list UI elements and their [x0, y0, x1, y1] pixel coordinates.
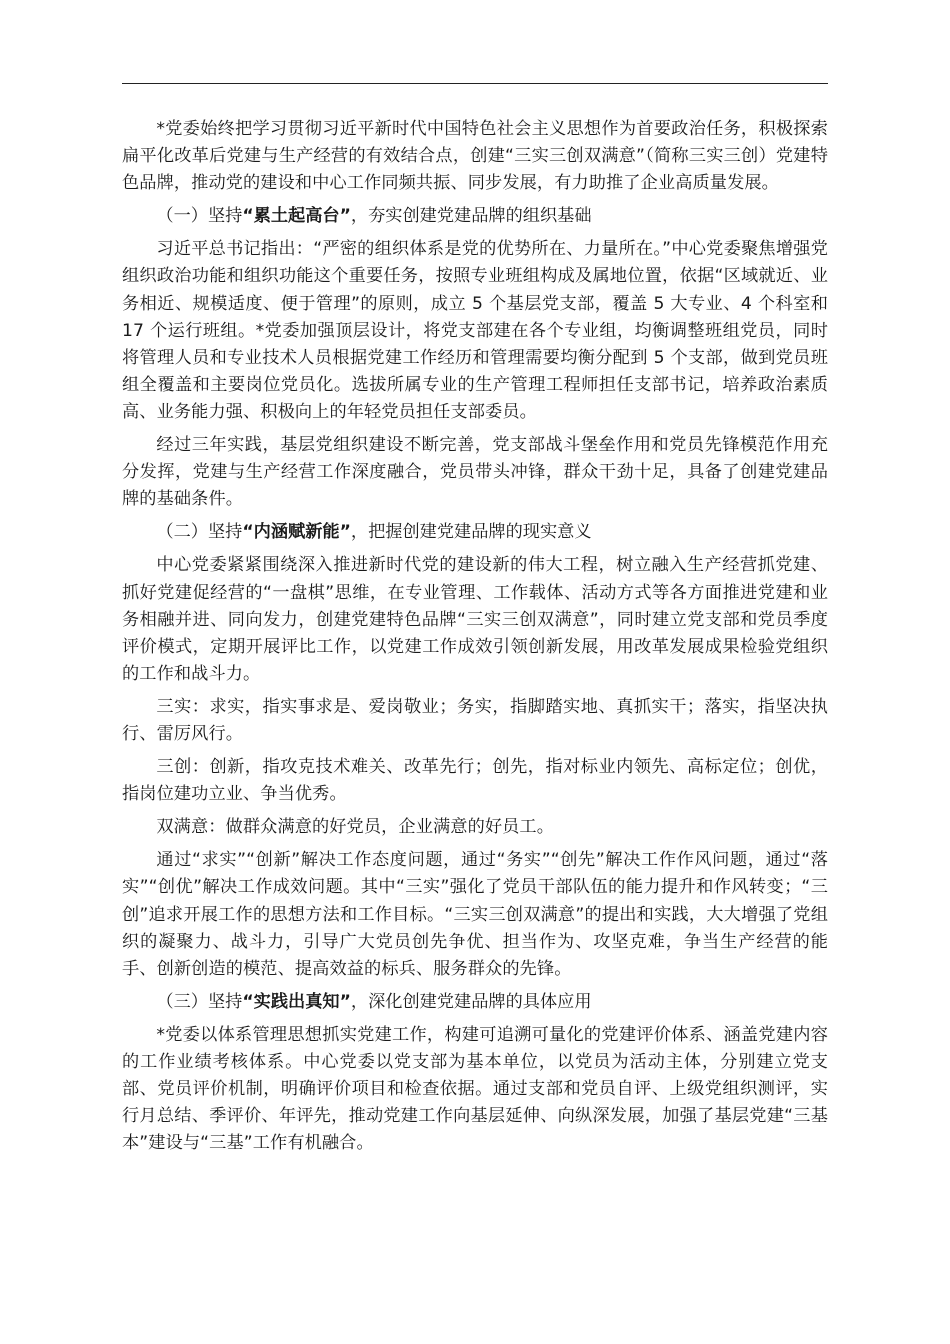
- section-heading-2: [122, 519, 828, 546]
- heading-2-prefix: （二）坚持: [156, 522, 243, 543]
- heading-3-suffix: ，深化创建党建品牌的具体应用: [350, 991, 592, 1012]
- header-rule: [122, 83, 828, 84]
- paragraph-double-satisfaction: 双满意：做群众满意的好党员，企业满意的好员工。: [156, 817, 555, 838]
- section-heading-3: [122, 989, 828, 1016]
- paragraph-solutions: 通过“求实”“创新”解决工作态度问题，通过“务实”“创先”解决工作作风问题，通过“落实”“创优”解决工作成效问题。其中“三实”强化了党员干部队伍的能力提升和作风转变；“三创”追求开展工作的思想方法和工作目标。“三实三创双满意”的提出和实践，大大增强了党组织的凝聚力、战斗力，引导广大党员创先争优、担当作为、攻坚克难，争当生产经营的能手、创新创造的模范、提高效益的标兵、服务群众的先锋。: [122, 850, 828, 979]
- heading-1-emphasis: “累土起高台”: [242, 206, 351, 227]
- paragraph-three-shi: 三实：求实，指实事求是、爱岗敬业；务实，指脚踏实地、真抓实干；落实，指坚决执行、雷厉风行。: [122, 696, 828, 744]
- heading-3-emphasis: “实践出真知”: [242, 991, 351, 1012]
- paragraph-intro: *党委始终把学习贯彻习近平新时代中国特色社会主义思想作为首要政治任务，积极探索扁平化改革后党建与生产经营的有效结合点，创建“三实三创双满意”（简称三实三创）党建特色品牌，推动党的建设和中心工作同频共振、同步发展，有力助推了企业高质量发展。: [122, 119, 828, 194]
- paragraph-practice: 经过三年实践，基层党组织建设不断完善，党支部战斗堡垒作用和党员先锋模范作用充分发挥，党建与生产经营工作深度融合，党员带头冲锋，群众干劲十足，具备了创建党建品牌的基础条件。: [122, 435, 828, 510]
- paragraph-three-chuang: 三创：创新，指攻克技术难关、改革先行；创先，指对标业内领先、高标定位；创优，指岗位建功立业、争当优秀。: [122, 757, 828, 805]
- paragraph-significance: 中心党委紧紧围绕深入推进新时代党的建设新的伟大工程，树立融入生产经营抓党建、抓好党建促经营的“一盘棋”思维，在专业管理、工作载体、活动方式等各方面推进党建和业务相融并进、同向发力，创建党建特色品牌“三实三创双满意”，同时建立党支部和党员季度评价模式，定期开展评比工作，以党建工作成效引领创新发展，用改革发展成果检验党组织的工作和战斗力。: [122, 555, 828, 684]
- heading-1-prefix: （一）坚持: [156, 206, 243, 227]
- heading-1-suffix: ，夯实创建党建品牌的组织基础: [350, 206, 592, 227]
- paragraph-application: *党委以体系管理思想抓实党建工作，构建可追溯可量化的党建评价体系、涵盖党建内容的工作业绩考核体系。中心党委以党支部为基本单位，以党员为活动主体，分别建立党支部、党员评价机制，明确评价项目和检查依据。通过支部和党员自评、上级党组织测评，实行月总结、季评价、年评先，推动党建工作向基层延伸、向纵深发展，加强了基层党建“三基本”建设与“三基”工作有机融合。: [122, 1024, 828, 1154]
- heading-2-suffix: ，把握创建党建品牌的现实意义: [350, 522, 592, 543]
- section-heading-1: [122, 203, 828, 230]
- heading-2-emphasis: “内涵赋新能”: [242, 522, 351, 543]
- heading-3-prefix: （三）坚持: [156, 991, 243, 1012]
- paragraph-organization: 习近平总书记指出：“严密的组织体系是党的优势所在、力量所在。”中心党委聚焦增强党组织政治功能和组织功能这个重要任务，按照专业班组构成及属地位置，依据“区域就近、业务相近、规模适度、便于管理”的原则，成立 5 个基层党支部，覆盖 5 大专业、4 个科室和 17 个运行班组。*党委加强顶层设计，将党支部建在各个专业组，均衡调整班组党员，同时将管理人员和专业技术人员根据党建工作经历和管理需要均衡分配到 5 个支部，做到党员班组全覆盖和主要岗位党员化。选拔所属专业的生产管理工程师担任支部书记，培养政治素质高、业务能力强、积极向上的年轻党员担任支部委员。: [122, 239, 828, 422]
- document-body: [122, 116, 828, 1163]
